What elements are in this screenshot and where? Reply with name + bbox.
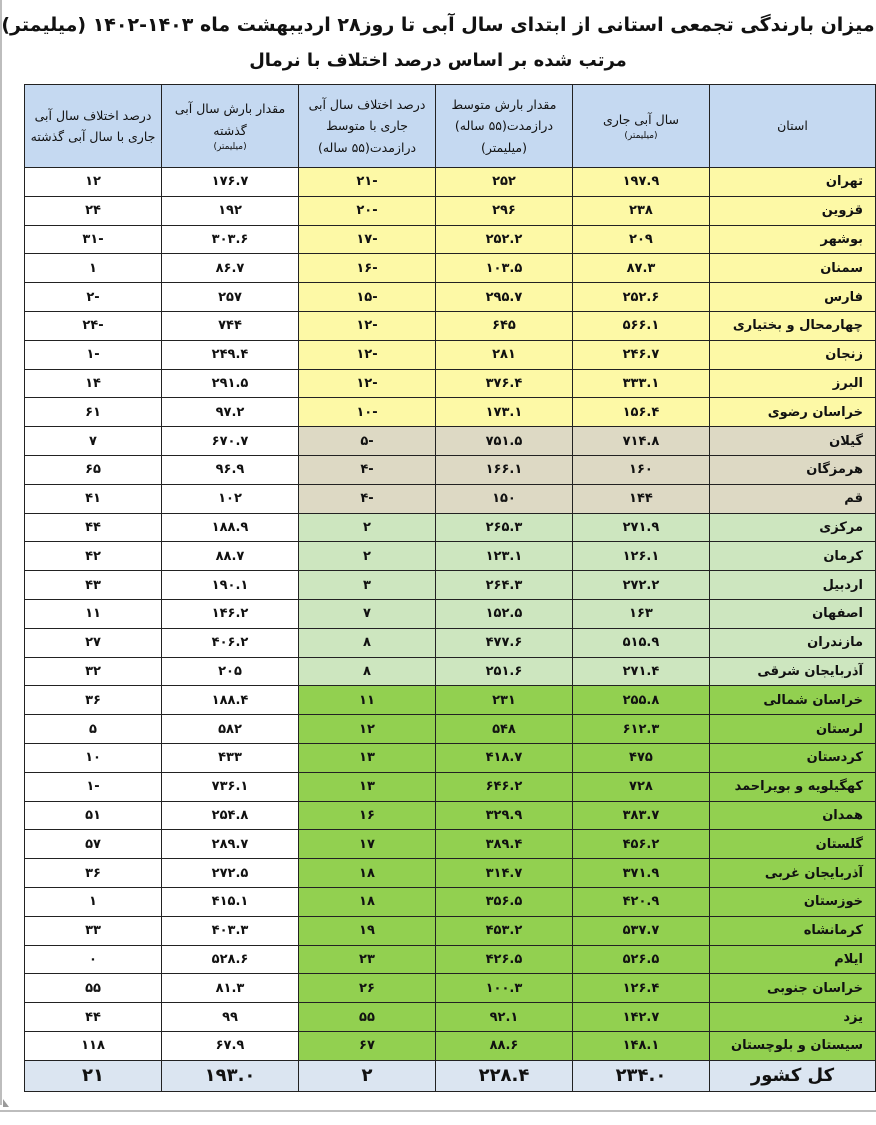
longterm-cell: ۱۵۰ xyxy=(435,484,572,513)
current-cell: ۱۹۷.۹ xyxy=(572,168,709,197)
province-cell: البرز xyxy=(709,369,875,398)
province-cell: آذربایجان شرقی xyxy=(709,657,875,686)
previous-cell: ۵۸۲ xyxy=(162,715,299,744)
table-row xyxy=(25,311,876,340)
previous-cell: ۶۷۰.۷ xyxy=(162,427,299,456)
province-cell: بوشهر xyxy=(709,225,875,254)
province-cell: کهگیلویه و بویراحمد xyxy=(709,772,875,801)
diff-previous-cell: ۳۲ xyxy=(25,657,162,686)
table-row xyxy=(25,715,876,744)
province-cell: سمنان xyxy=(709,254,875,283)
longterm-cell: ۴۷۷.۶ xyxy=(435,628,572,657)
longterm-cell: ۳۲۹.۹ xyxy=(435,801,572,830)
total-province: کل کشور xyxy=(709,1060,875,1091)
diff-previous-cell: ۱ xyxy=(25,254,162,283)
table-row xyxy=(25,916,876,945)
diff-longterm-cell: -۱۷ xyxy=(299,225,436,254)
current-cell: ۱۴۴ xyxy=(572,484,709,513)
diff-previous-cell: ۱۰ xyxy=(25,743,162,772)
current-cell: ۷۱۴.۸ xyxy=(572,427,709,456)
province-cell: مرکزی xyxy=(709,513,875,542)
diff-previous-cell: ۳۳ xyxy=(25,916,162,945)
total-diff-longterm: ۲ xyxy=(299,1060,436,1091)
longterm-cell: ۶۴۵ xyxy=(435,311,572,340)
diff-longterm-cell: -۱۵ xyxy=(299,283,436,312)
table-row xyxy=(25,427,876,456)
diff-longterm-cell: ۱۷ xyxy=(299,830,436,859)
province-cell: فارس xyxy=(709,283,875,312)
table-row xyxy=(25,887,876,916)
previous-cell: ۴۱۵.۱ xyxy=(162,887,299,916)
table-row xyxy=(25,945,876,974)
current-cell: ۲۷۱.۴ xyxy=(572,657,709,686)
longterm-cell: ۳۸۹.۴ xyxy=(435,830,572,859)
diff-previous-cell: ۴۴ xyxy=(25,513,162,542)
diff-longterm-cell: ۱۹ xyxy=(299,916,436,945)
current-cell: ۲۰۹ xyxy=(572,225,709,254)
longterm-cell: ۴۱۸.۷ xyxy=(435,743,572,772)
previous-cell: ۱۷۶.۷ xyxy=(162,168,299,197)
previous-cell: ۱۰۲ xyxy=(162,484,299,513)
header-row xyxy=(25,85,876,168)
diff-longterm-cell: -۴ xyxy=(299,484,436,513)
diff-previous-cell: ۶۱ xyxy=(25,398,162,427)
previous-cell: ۸۱.۳ xyxy=(162,974,299,1003)
table-row xyxy=(25,599,876,628)
diff-longterm-cell: ۲۳ xyxy=(299,945,436,974)
diff-longterm-cell: -۴ xyxy=(299,455,436,484)
current-cell: ۶۱۲.۳ xyxy=(572,715,709,744)
current-cell: ۴۵۶.۲ xyxy=(572,830,709,859)
page-bottom-border xyxy=(0,1110,876,1112)
table-row xyxy=(25,859,876,888)
longterm-cell: ۲۳۱ xyxy=(435,686,572,715)
current-cell: ۳۷۱.۹ xyxy=(572,859,709,888)
table-row xyxy=(25,168,876,197)
table-row xyxy=(25,254,876,283)
longterm-cell: ۲۹۶ xyxy=(435,196,572,225)
diff-previous-cell: ۴۲ xyxy=(25,542,162,571)
current-cell: ۱۵۶.۴ xyxy=(572,398,709,427)
diff-previous-cell: ۲۴ xyxy=(25,196,162,225)
province-cell: گیلان xyxy=(709,427,875,456)
diff-longterm-cell: ۱۸ xyxy=(299,859,436,888)
previous-cell: ۴۰۶.۲ xyxy=(162,628,299,657)
rainfall-table xyxy=(24,84,876,1092)
previous-cell: ۴۰۳.۳ xyxy=(162,916,299,945)
previous-cell: ۸۸.۷ xyxy=(162,542,299,571)
previous-cell: ۲۷۲.۵ xyxy=(162,859,299,888)
current-cell: ۲۷۱.۹ xyxy=(572,513,709,542)
diff-longterm-cell: ۳ xyxy=(299,571,436,600)
diff-previous-cell: ۵۱ xyxy=(25,801,162,830)
previous-cell: ۳۰۳.۶ xyxy=(162,225,299,254)
diff-longterm-cell: ۲۶ xyxy=(299,974,436,1003)
longterm-cell: ۵۴۸ xyxy=(435,715,572,744)
previous-cell: ۹۷.۲ xyxy=(162,398,299,427)
province-cell: اردبیل xyxy=(709,571,875,600)
table-row xyxy=(25,743,876,772)
province-cell: چهارمحال و بختیاری xyxy=(709,311,875,340)
current-cell: ۵۶۶.۱ xyxy=(572,311,709,340)
table-row xyxy=(25,398,876,427)
header-province: استان xyxy=(709,85,875,168)
longterm-cell: ۱۵۲.۵ xyxy=(435,599,572,628)
province-cell: قم xyxy=(709,484,875,513)
current-cell: ۲۵۲.۶ xyxy=(572,283,709,312)
table-row xyxy=(25,196,876,225)
province-cell: لرستان xyxy=(709,715,875,744)
diff-longterm-cell: -۱۲ xyxy=(299,369,436,398)
current-cell: ۲۴۶.۷ xyxy=(572,340,709,369)
previous-cell: ۲۹۱.۵ xyxy=(162,369,299,398)
current-cell: ۳۸۳.۷ xyxy=(572,801,709,830)
diff-previous-cell: -۱ xyxy=(25,340,162,369)
previous-cell: ۹۹ xyxy=(162,1003,299,1032)
longterm-cell: ۳۱۴.۷ xyxy=(435,859,572,888)
current-cell: ۵۲۶.۵ xyxy=(572,945,709,974)
diff-previous-cell: ۷ xyxy=(25,427,162,456)
longterm-cell: ۲۸۱ xyxy=(435,340,572,369)
diff-previous-cell: -۳۱ xyxy=(25,225,162,254)
diff-previous-cell: ۱۱۸ xyxy=(25,1031,162,1060)
previous-cell: ۷۳۶.۱ xyxy=(162,772,299,801)
diff-longterm-cell: -۲۰ xyxy=(299,196,436,225)
diff-previous-cell: -۲ xyxy=(25,283,162,312)
province-cell: هرمزگان xyxy=(709,455,875,484)
diff-previous-cell: ۲۷ xyxy=(25,628,162,657)
diff-longterm-cell: -۱۲ xyxy=(299,311,436,340)
total-current: ۲۳۴.۰ xyxy=(572,1060,709,1091)
diff-longterm-cell: ۱۳ xyxy=(299,743,436,772)
current-cell: ۱۶۳ xyxy=(572,599,709,628)
longterm-cell: ۴۲۶.۵ xyxy=(435,945,572,974)
table-row xyxy=(25,484,876,513)
longterm-cell: ۱۰۳.۵ xyxy=(435,254,572,283)
header-current: سال آبی جاری (میلیمتر) xyxy=(572,85,709,168)
diff-previous-cell: ۴۴ xyxy=(25,1003,162,1032)
longterm-cell: ۲۵۱.۶ xyxy=(435,657,572,686)
previous-cell: ۸۶.۷ xyxy=(162,254,299,283)
table-row xyxy=(25,657,876,686)
page-left-border xyxy=(0,0,2,1105)
previous-cell: ۱۸۸.۴ xyxy=(162,686,299,715)
table-row xyxy=(25,340,876,369)
longterm-cell: ۴۵۳.۲ xyxy=(435,916,572,945)
diff-longterm-cell: ۱۱ xyxy=(299,686,436,715)
province-cell: ایلام xyxy=(709,945,875,974)
diff-longterm-cell: ۵۵ xyxy=(299,1003,436,1032)
province-cell: سیستان و بلوچستان xyxy=(709,1031,875,1060)
current-cell: ۳۳۳.۱ xyxy=(572,369,709,398)
current-cell: ۴۲۰.۹ xyxy=(572,887,709,916)
province-cell: کرمان xyxy=(709,542,875,571)
page-subtitle: مرتب شده بر اساس درصد اختلاف با نرمال xyxy=(249,50,627,71)
longterm-cell: ۳۷۶.۴ xyxy=(435,369,572,398)
table-row xyxy=(25,455,876,484)
longterm-cell: ۹۲.۱ xyxy=(435,1003,572,1032)
previous-cell: ۴۳۳ xyxy=(162,743,299,772)
diff-previous-cell: ۱۴ xyxy=(25,369,162,398)
diff-longterm-cell: ۲ xyxy=(299,542,436,571)
current-cell: ۸۷.۳ xyxy=(572,254,709,283)
previous-cell: ۵۲۸.۶ xyxy=(162,945,299,974)
table-row xyxy=(25,686,876,715)
previous-cell: ۷۴۴ xyxy=(162,311,299,340)
diff-previous-cell: -۲۴ xyxy=(25,311,162,340)
resize-corner-icon xyxy=(3,1099,9,1107)
longterm-cell: ۱۰۰.۳ xyxy=(435,974,572,1003)
diff-longterm-cell: -۱۲ xyxy=(299,340,436,369)
diff-longterm-cell: -۱۶ xyxy=(299,254,436,283)
table-row xyxy=(25,513,876,542)
table-row xyxy=(25,628,876,657)
header-longterm: مقدار بارش متوسط درازمدت(۵۵ ساله) (میلیمتر) xyxy=(435,85,572,168)
diff-previous-cell: ۳۶ xyxy=(25,686,162,715)
table-row xyxy=(25,571,876,600)
diff-previous-cell: -۱ xyxy=(25,772,162,801)
previous-cell: ۲۸۹.۷ xyxy=(162,830,299,859)
total-diff-previous: ۲۱ xyxy=(25,1060,162,1091)
diff-longterm-cell: -۵ xyxy=(299,427,436,456)
province-cell: یزد xyxy=(709,1003,875,1032)
province-cell: خوزستان xyxy=(709,887,875,916)
diff-previous-cell: ۴۱ xyxy=(25,484,162,513)
province-cell: قزوین xyxy=(709,196,875,225)
previous-cell: ۱۴۶.۲ xyxy=(162,599,299,628)
province-cell: آذربایجان غربی xyxy=(709,859,875,888)
province-cell: گلستان xyxy=(709,830,875,859)
diff-longterm-cell: ۱۶ xyxy=(299,801,436,830)
current-cell: ۷۲۸ xyxy=(572,772,709,801)
previous-cell: ۹۶.۹ xyxy=(162,455,299,484)
diff-previous-cell: ۴۳ xyxy=(25,571,162,600)
province-cell: خراسان جنوبی xyxy=(709,974,875,1003)
current-cell: ۴۷۵ xyxy=(572,743,709,772)
previous-cell: ۱۹۲ xyxy=(162,196,299,225)
total-previous: ۱۹۳.۰ xyxy=(162,1060,299,1091)
province-cell: خراسان شمالی xyxy=(709,686,875,715)
current-cell: ۱۴۲.۷ xyxy=(572,1003,709,1032)
diff-longterm-cell: ۱۸ xyxy=(299,887,436,916)
previous-cell: ۶۷.۹ xyxy=(162,1031,299,1060)
province-cell: زنجان xyxy=(709,340,875,369)
longterm-cell: ۲۶۴.۳ xyxy=(435,571,572,600)
province-cell: کرمانشاه xyxy=(709,916,875,945)
current-cell: ۵۳۷.۷ xyxy=(572,916,709,945)
diff-longterm-cell: -۱۰ xyxy=(299,398,436,427)
table-row xyxy=(25,542,876,571)
current-cell: ۱۲۶.۴ xyxy=(572,974,709,1003)
diff-previous-cell: ۱ xyxy=(25,887,162,916)
longterm-cell: ۲۵۲ xyxy=(435,168,572,197)
province-cell: مازندران xyxy=(709,628,875,657)
previous-cell: ۲۴۹.۴ xyxy=(162,340,299,369)
province-cell: همدان xyxy=(709,801,875,830)
diff-previous-cell: ۵ xyxy=(25,715,162,744)
longterm-cell: ۲۹۵.۷ xyxy=(435,283,572,312)
province-cell: تهران xyxy=(709,168,875,197)
header-diff-previous: درصد اختلاف سال آبی جاری با سال آبی گذشته xyxy=(25,85,162,168)
longterm-cell: ۷۵۱.۵ xyxy=(435,427,572,456)
current-cell: ۱۴۸.۱ xyxy=(572,1031,709,1060)
diff-longterm-cell: ۲ xyxy=(299,513,436,542)
diff-previous-cell: ۶۵ xyxy=(25,455,162,484)
diff-longterm-cell: ۸ xyxy=(299,657,436,686)
page-title: میزان بارندگی تجمعی استانی از ابتدای سال آبی تا روز۲۸ اردیبهشت ماه ۱۴۰۳-۱۴۰۲ (میلیمتر) xyxy=(1,14,875,36)
current-cell: ۲۷۲.۲ xyxy=(572,571,709,600)
diff-longterm-cell: -۲۱ xyxy=(299,168,436,197)
header-previous: مقدار بارش سال آبی گذشته (میلیمتر) xyxy=(162,85,299,168)
previous-cell: ۱۸۸.۹ xyxy=(162,513,299,542)
total-row xyxy=(25,1060,876,1091)
table-row xyxy=(25,830,876,859)
diff-previous-cell: ۳۶ xyxy=(25,859,162,888)
longterm-cell: ۲۶۵.۳ xyxy=(435,513,572,542)
diff-previous-cell: ۰ xyxy=(25,945,162,974)
header-diff-longterm: درصد اختلاف سال آبی جاری با متوسط درازمدت(۵۵ ساله) xyxy=(299,85,436,168)
diff-previous-cell: ۵۵ xyxy=(25,974,162,1003)
total-longterm: ۲۲۸.۴ xyxy=(435,1060,572,1091)
province-cell: اصفهان xyxy=(709,599,875,628)
table-row xyxy=(25,369,876,398)
diff-longterm-cell: ۸ xyxy=(299,628,436,657)
current-cell: ۲۵۵.۸ xyxy=(572,686,709,715)
longterm-cell: ۳۵۶.۵ xyxy=(435,887,572,916)
diff-previous-cell: ۱۱ xyxy=(25,599,162,628)
diff-longterm-cell: ۶۷ xyxy=(299,1031,436,1060)
longterm-cell: ۱۶۶.۱ xyxy=(435,455,572,484)
diff-previous-cell: ۱۲ xyxy=(25,168,162,197)
current-cell: ۲۳۸ xyxy=(572,196,709,225)
longterm-cell: ۱۷۳.۱ xyxy=(435,398,572,427)
previous-cell: ۲۰۵ xyxy=(162,657,299,686)
table-row xyxy=(25,1003,876,1032)
current-cell: ۵۱۵.۹ xyxy=(572,628,709,657)
diff-longterm-cell: ۱۳ xyxy=(299,772,436,801)
table-row xyxy=(25,974,876,1003)
previous-cell: ۲۵۷ xyxy=(162,283,299,312)
longterm-cell: ۸۸.۶ xyxy=(435,1031,572,1060)
previous-cell: ۱۹۰.۱ xyxy=(162,571,299,600)
table-row xyxy=(25,225,876,254)
table-row xyxy=(25,1031,876,1060)
diff-longterm-cell: ۷ xyxy=(299,599,436,628)
table-row xyxy=(25,283,876,312)
province-cell: کردستان xyxy=(709,743,875,772)
table-row xyxy=(25,801,876,830)
diff-previous-cell: ۵۷ xyxy=(25,830,162,859)
previous-cell: ۲۵۴.۸ xyxy=(162,801,299,830)
diff-longterm-cell: ۱۲ xyxy=(299,715,436,744)
current-cell: ۱۶۰ xyxy=(572,455,709,484)
longterm-cell: ۱۲۳.۱ xyxy=(435,542,572,571)
current-cell: ۱۲۶.۱ xyxy=(572,542,709,571)
province-cell: خراسان رضوی xyxy=(709,398,875,427)
table-row xyxy=(25,772,876,801)
longterm-cell: ۶۴۶.۲ xyxy=(435,772,572,801)
longterm-cell: ۲۵۲.۲ xyxy=(435,225,572,254)
